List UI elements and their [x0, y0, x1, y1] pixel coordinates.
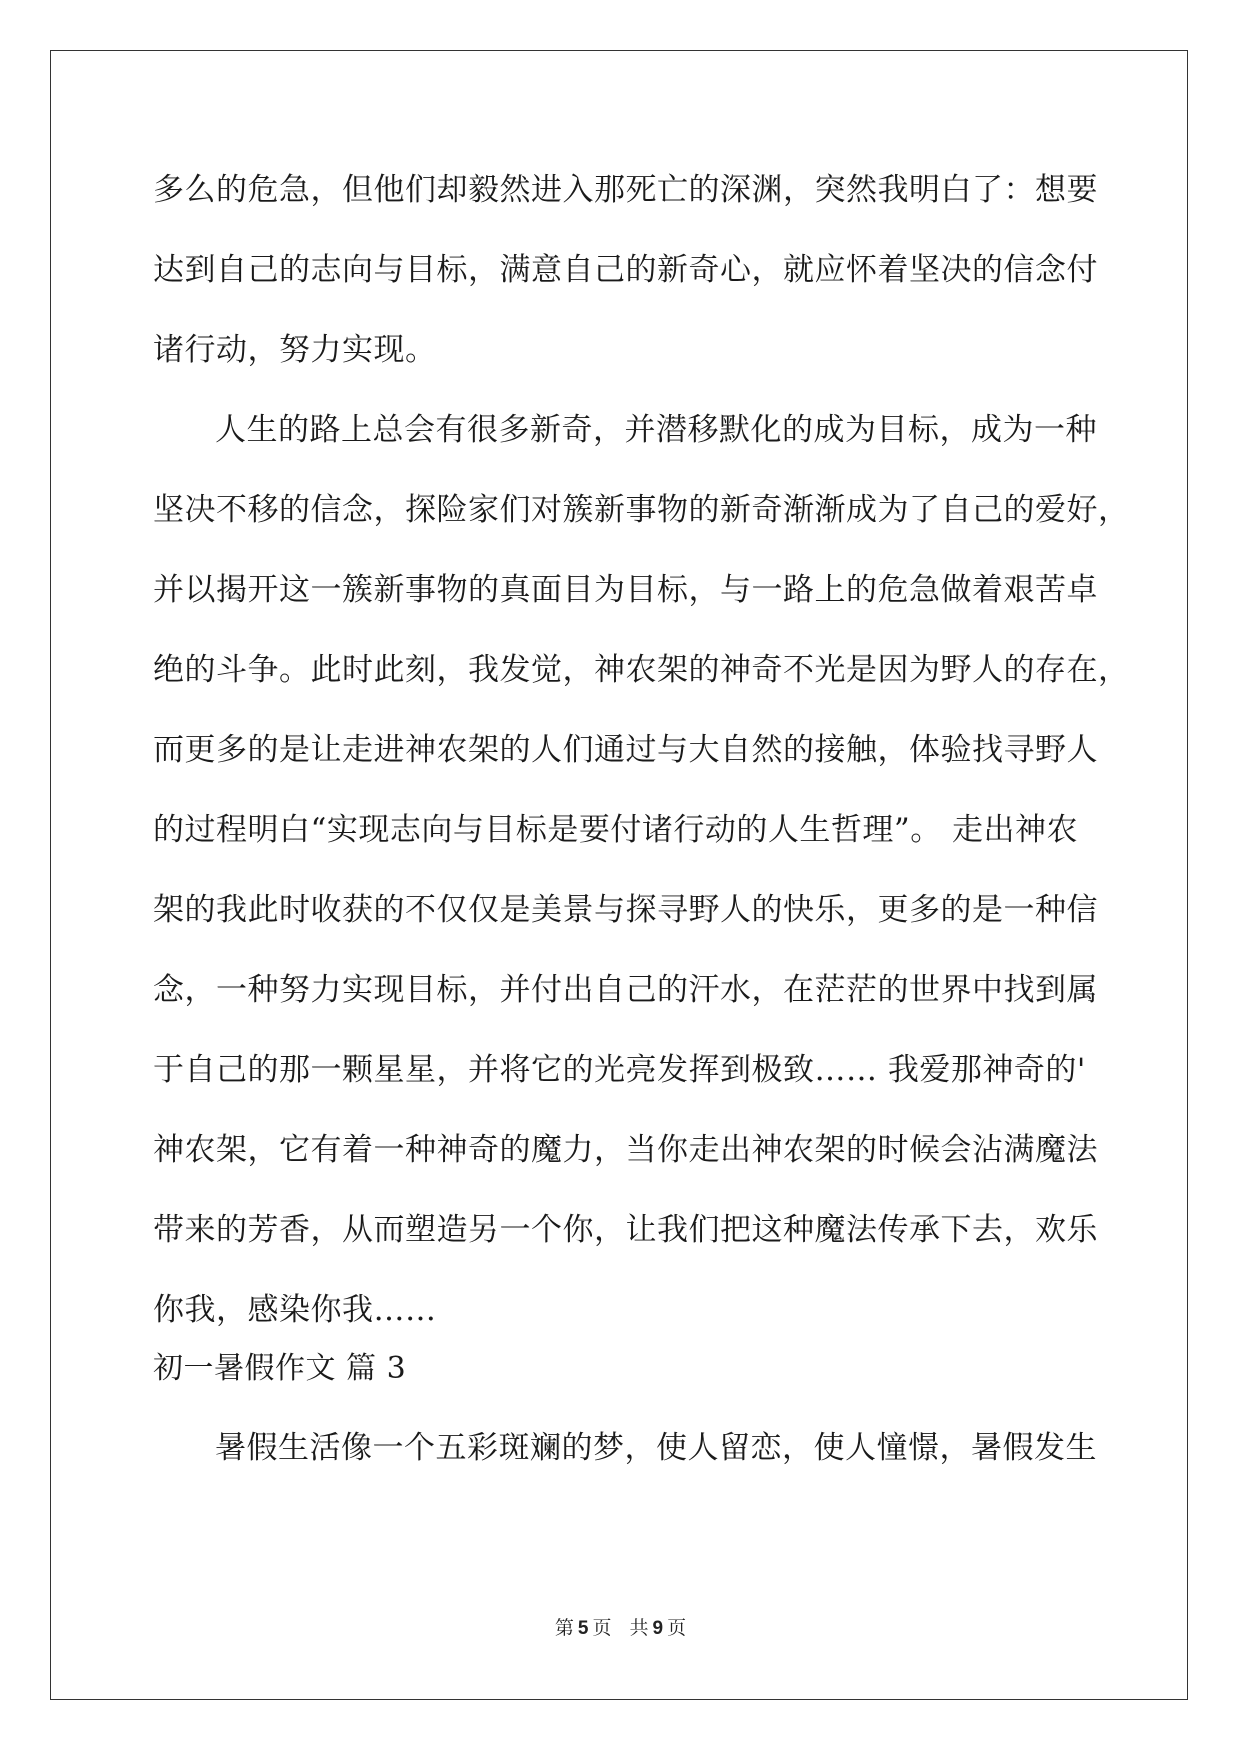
paragraph-line: 暑假生活像一个五彩斑斓的梦，使人留恋，使人憧憬，暑假发生	[215, 1430, 1097, 1466]
footer-total-unit: 页	[667, 1617, 687, 1639]
paragraph-line: 你我，感染你我……	[153, 1292, 437, 1328]
footer-page-number: 5	[577, 1618, 589, 1639]
paragraph-line: 并以揭开这一簇新事物的真面目为目标，与一路上的危急做着艰苦卓	[153, 572, 1098, 608]
footer-total-pages: 9	[652, 1618, 664, 1639]
footer-prefix: 第	[554, 1617, 574, 1639]
section-heading: 初一暑假作文 篇 3	[153, 1351, 407, 1386]
paragraph-line: 于自己的那一颗星星，并将它的光亮发挥到极致…… 我爱那神奇的'	[153, 1052, 1086, 1088]
paragraph-line: 带来的芳香，从而塑造另一个你，让我们把这种魔法传承下去，欢乐	[153, 1212, 1098, 1248]
paragraph-line: 架的我此时收获的不仅仅是美景与探寻野人的快乐，更多的是一种信	[153, 892, 1098, 928]
page-footer	[0, 1613, 1241, 1640]
paragraph-line: 达到自己的志向与目标，满意自己的新奇心，就应怀着坚决的信念付	[153, 252, 1098, 288]
footer-page-unit: 页	[592, 1617, 612, 1639]
paragraph-line: 人生的路上总会有很多新奇，并潜移默化的成为目标，成为一种	[215, 412, 1097, 448]
paragraph-line: 的过程明白“实现志向与目标是要付诸行动的人生哲理”。 走出神农	[153, 812, 1079, 848]
paragraph-line: 而更多的是让走进神农架的人们通过与大自然的接触，体验找寻野人	[153, 732, 1098, 768]
paragraph-line: 绝的斗争。此时此刻，我发觉，神农架的神奇不光是因为野人的存在，	[153, 652, 1130, 688]
paragraph-line: 诸行动，努力实现。	[153, 332, 437, 368]
document-body	[153, 150, 1130, 1488]
paragraph-line: 多么的危急，但他们却毅然进入那死亡的深渊，突然我明白了：想要	[153, 172, 1098, 208]
footer-total-prefix: 共	[629, 1617, 649, 1639]
paragraph-line: 坚决不移的信念，探险家们对簇新事物的新奇渐渐成为了自己的爱好，	[153, 492, 1130, 528]
paragraph-line: 念，一种努力实现目标，并付出自己的汗水，在茫茫的世界中找到属	[153, 972, 1098, 1008]
paragraph-line: 神农架，它有着一种神奇的魔力，当你走出神农架的时候会沾满魔法	[153, 1132, 1098, 1168]
